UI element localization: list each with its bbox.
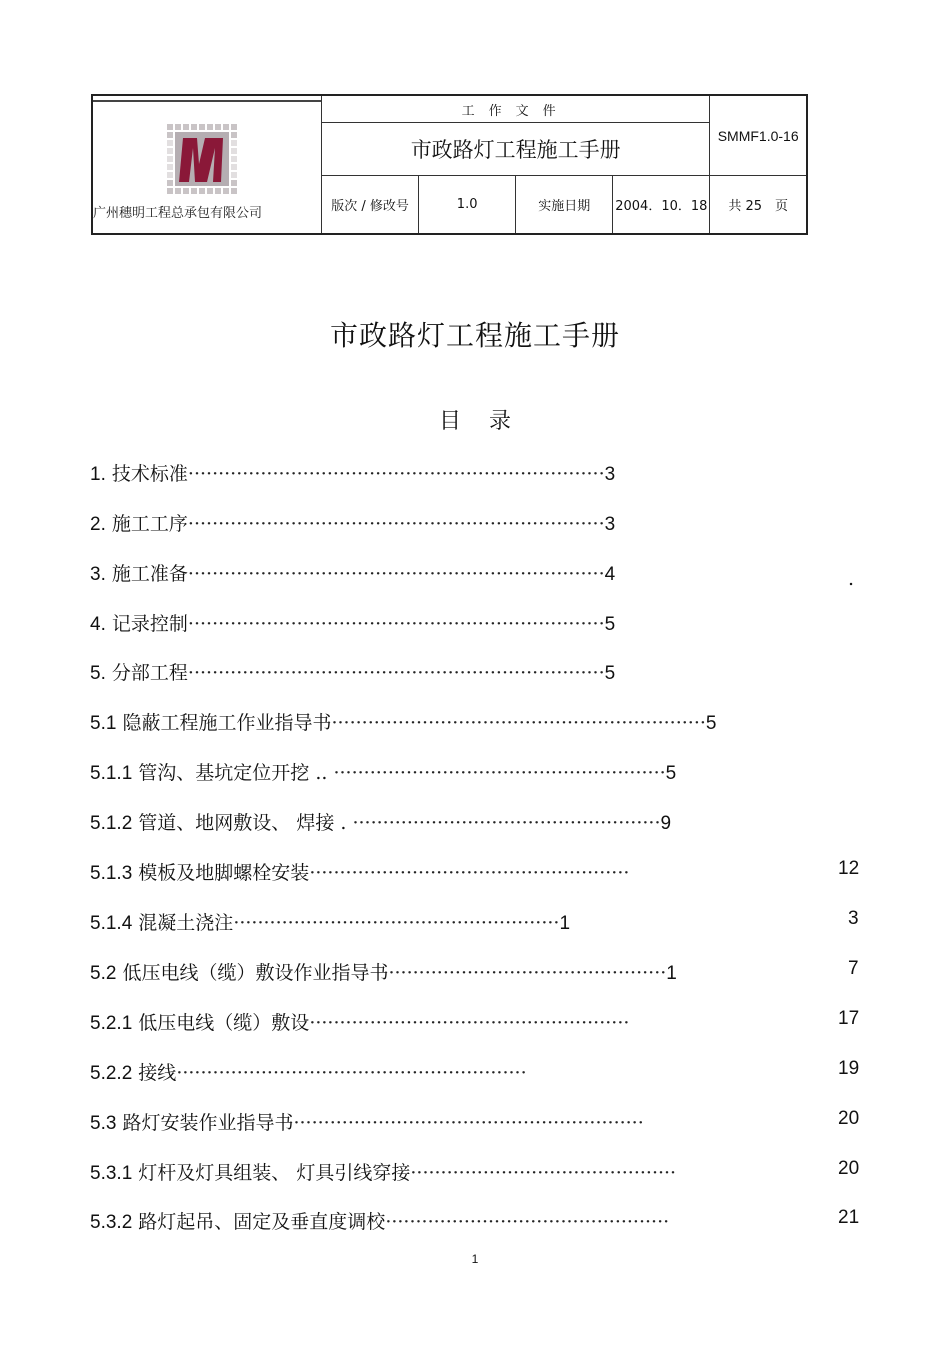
toc-entry-leader: ······················································ <box>233 912 560 934</box>
toc-entry-page-right: 7 <box>848 958 859 979</box>
toc-entry-leader: ····················································· <box>309 862 630 884</box>
toc-entry-page-right: 20 <box>838 1158 860 1179</box>
toc-entry-leader: ············································ <box>410 1162 677 1184</box>
toc-entry[interactable] <box>90 708 717 735</box>
company-name: 广州穗明工程总承包有限公司 <box>93 206 263 221</box>
toc-entry[interactable] <box>90 958 677 985</box>
toc-entry-number: 5.3 <box>90 1113 117 1134</box>
toc-entry-number: 3. <box>90 564 106 585</box>
toc-entry-page-right: 19 <box>838 1058 860 1079</box>
toc-entry-page: 4 <box>604 564 616 585</box>
toc-entry-label: 模板及地脚螺栓安装 <box>132 862 310 884</box>
page-number: 1 <box>471 1252 479 1266</box>
toc-entry-leader: ····································································· <box>187 513 605 535</box>
toc-entry[interactable] <box>90 1008 629 1035</box>
toc-entry[interactable] <box>90 1158 676 1185</box>
toc-entry-leader: ····································································· <box>187 662 605 684</box>
toc-entry-label: 隐蔽工程施工作业指导书 <box>116 712 332 734</box>
toc-entry-leader: ····················································· <box>309 1012 630 1034</box>
toc-entry-page: 5 <box>705 713 717 734</box>
version-label: 版次 / 修改号 <box>322 176 419 235</box>
toc-entry-number: 5.3.1 <box>90 1163 133 1184</box>
toc-entry-page: 5 <box>604 663 616 684</box>
toc-entry-number: 2. <box>90 514 106 535</box>
toc-entry-label: 混凝土浇注 <box>132 912 234 934</box>
toc-entry-label: 灯杆及灯具组装、 灯具引线穿接 <box>132 1162 411 1184</box>
logo-cell <box>92 95 322 234</box>
toc-entry-leader: ··················································· <box>346 812 661 834</box>
toc-entry-label: 路灯安装作业指导书 <box>116 1112 294 1134</box>
stray-mark: . <box>848 568 855 590</box>
toc-entry-number: 5.3.2 <box>90 1212 133 1233</box>
toc-entry-page: 3 <box>604 514 616 535</box>
toc-entry-page: 5 <box>604 614 616 635</box>
logo-divider <box>93 100 321 102</box>
toc-entry-number: 5.1.2 <box>90 813 133 834</box>
toc-entry-label: 技术标准 <box>105 463 188 485</box>
toc-entry-label: 分部工程 <box>105 662 188 684</box>
company-logo-icon <box>167 124 237 194</box>
page-title: 市政路灯工程施工手册 <box>329 319 620 352</box>
toc-entry[interactable] <box>90 808 671 835</box>
document-code: SMMF1.0-16 <box>710 95 807 176</box>
toc-entry[interactable] <box>90 1058 527 1085</box>
toc-entry-leader: ·························································· <box>293 1112 644 1134</box>
toc-entry[interactable] <box>90 559 615 586</box>
toc-entry[interactable] <box>90 459 615 486</box>
toc-entry-label: 施工准备 <box>105 563 188 585</box>
toc-entry-label: 管沟、基坑定位开挖 .. <box>132 762 328 784</box>
toc-entry-label: 施工工序 <box>105 513 188 535</box>
toc-entry-number: 5.2 <box>90 963 117 984</box>
header-document-title: 市政路灯工程施工手册 <box>322 123 710 176</box>
toc-entry-label: 低压电线（缆）敷设 <box>132 1012 310 1034</box>
toc-entry-label: 路灯起吊、固定及垂直度调校 <box>132 1211 386 1233</box>
toc-entry-page: 3 <box>604 464 616 485</box>
toc-entry[interactable] <box>90 609 615 636</box>
work-file-label: 工作文件 <box>322 95 710 123</box>
toc-entry[interactable] <box>90 658 615 685</box>
toc-entry-leader: ····································································· <box>187 463 605 485</box>
toc-entry[interactable] <box>90 858 629 885</box>
toc-entry-leader: ··············································· <box>385 1211 670 1233</box>
toc-entry[interactable] <box>90 509 615 536</box>
toc-entry-leader: ······················································· <box>327 762 666 784</box>
toc-entry[interactable] <box>90 1108 644 1135</box>
toc-entry-leader: ····································································· <box>187 563 605 585</box>
toc-entry-number: 5.2.2 <box>90 1063 133 1084</box>
toc-heading: 目录 <box>438 409 539 434</box>
toc-entry-label: 管道、地网敷设、 焊接 . <box>132 812 347 834</box>
toc-entry-number: 4. <box>90 614 106 635</box>
document-header-table <box>91 94 808 235</box>
toc-entry-label: 接线 <box>132 1062 177 1084</box>
toc-entry-number: 5.2.1 <box>90 1013 133 1034</box>
date-label: 实施日期 <box>516 176 613 235</box>
toc-entry-page: 1 <box>559 913 571 934</box>
toc-entry-label: 低压电线（缆）敷设作业指导书 <box>116 962 389 984</box>
toc-entry-leader: ····································································· <box>187 613 605 635</box>
toc-entry-label: 记录控制 <box>105 613 188 635</box>
toc-entry-number: 5. <box>90 663 106 684</box>
toc-entry-number: 5.1.4 <box>90 913 133 934</box>
toc-entry-leader: ·························································· <box>176 1062 527 1084</box>
page-count: 共 25 页 <box>710 176 807 235</box>
toc-entry-leader: ·············································· <box>388 962 667 984</box>
toc-entry[interactable] <box>90 1207 669 1234</box>
toc-entry-number: 5.1.1 <box>90 763 133 784</box>
version-value: 1.0 <box>419 176 516 235</box>
toc-entry-page-right: 3 <box>848 908 859 929</box>
toc-entry[interactable] <box>90 908 570 935</box>
toc-entry-page-right: 17 <box>838 1008 860 1029</box>
toc-entry-number: 5.1.3 <box>90 863 133 884</box>
toc-entry-page: 5 <box>665 763 677 784</box>
date-value: 2004．10．18 <box>613 176 710 235</box>
toc-entry-page-right: 21 <box>838 1207 860 1228</box>
toc-entry-page-right: 20 <box>838 1108 860 1129</box>
toc-entry-page: 9 <box>660 813 672 834</box>
toc-entry-number: 5.1 <box>90 713 117 734</box>
toc-entry-page-right: 12 <box>838 858 860 879</box>
toc-entry-leader: ······························································ <box>331 712 706 734</box>
toc-entry[interactable] <box>90 758 676 785</box>
toc-entry-page: 1 <box>666 963 677 984</box>
toc-entry-number: 1. <box>90 464 106 485</box>
